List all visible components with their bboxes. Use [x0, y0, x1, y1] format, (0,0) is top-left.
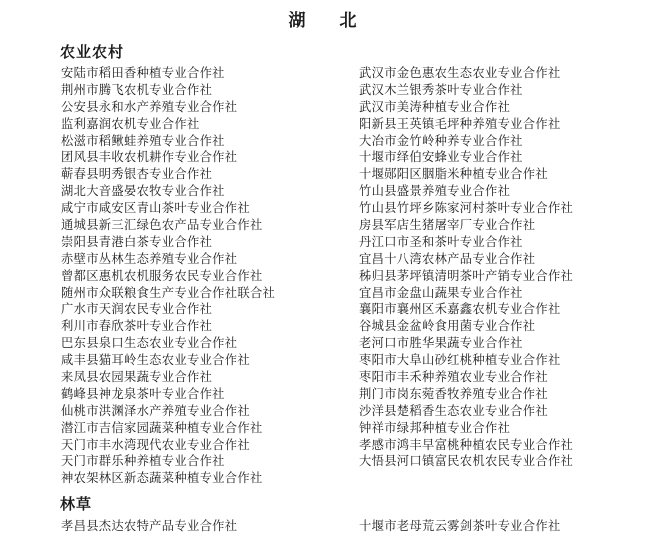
page-title: 湖 北 [288, 11, 371, 31]
list-item: 孝感市鸿丰早富桃种植农民专业合作社 [359, 437, 574, 452]
list-item: 老河口市胜华果蔬专业合作社 [359, 336, 523, 351]
list-item: 咸丰县猫耳岭生态农业专业合作社 [61, 353, 250, 368]
list-item: 大悟县河口镇富民农机农民专业合作社 [359, 454, 574, 469]
list-item: 十堰市老母荒云雾剑茶叶专业合作社 [359, 519, 561, 533]
list-item: 利川市春欣茶叶专业合作社 [61, 319, 213, 334]
list-item: 监利嘉润农机专业合作社 [61, 116, 200, 131]
list-item: 蕲春县明秀银杏专业合作社 [61, 167, 213, 182]
list-item: 竹山县盛景养殖专业合作社 [359, 184, 511, 199]
list-item: 鹤峰县神龙泉茶叶专业合作社 [61, 386, 225, 401]
list-item: 房县军店生猪屠宰厂专业合作社 [359, 218, 536, 233]
list-item: 钟祥市绿邦种植专业合作社 [359, 420, 511, 435]
list-item: 荆州市腾飞农机专业合作社 [61, 82, 213, 97]
list-item: 十堰市绎伯安蜂业专业合作社 [359, 150, 523, 165]
agriculture-right-list [359, 65, 645, 470]
list-item: 赤壁市丛林生态养殖专业合作社 [61, 251, 238, 266]
list-item: 神农架林区新态蔬菜种植专业合作社 [61, 471, 263, 486]
list-item: 宜昌十八湾农林产品专业合作社 [359, 251, 536, 266]
list-item: 巴东县泉口生态农业专业合作社 [61, 336, 238, 351]
list-item: 潜江市吉信家园蔬菜种植专业合作社 [61, 420, 263, 435]
list-item: 秭归县茅坪镇清明茶叶产销专业合作社 [359, 268, 574, 283]
forestry-right-list [359, 518, 645, 535]
list-item: 崇阳县青港白茶专业合作社 [61, 234, 213, 249]
list-item: 丹江口市圣和茶叶专业合作社 [359, 234, 523, 249]
list-item: 谷城县金盆岭食用菌专业合作社 [359, 319, 536, 334]
list-item: 曾都区惠机农机服务农民专业合作社 [61, 268, 263, 283]
list-item: 公安县永和水产养殖专业合作社 [61, 99, 238, 114]
list-item: 武汉木兰银秀茶叶专业合作社 [359, 82, 523, 97]
list-item: 团风县丰收农机耕作专业合作社 [61, 150, 238, 165]
list-item: 仙桃市洪渊泽水产养殖专业合作社 [61, 403, 250, 418]
list-item: 武汉市金色惠农生态农业专业合作社 [359, 66, 561, 80]
agriculture-left-list [61, 65, 351, 487]
list-item: 天门市丰水湾现代农业专业合作社 [61, 437, 250, 452]
list-item: 通城县新三汇绿色农产品专业合作社 [61, 218, 263, 233]
forestry-left-list [61, 518, 351, 535]
section-title-agriculture: 农业农村 [60, 43, 125, 61]
list-item: 宜昌市金盘山蔬果专业合作社 [359, 285, 523, 300]
list-item: 襄阳市襄州区禾嘉鑫农机专业合作社 [359, 302, 561, 317]
list-item: 广水市天润农民专业合作社 [61, 302, 213, 317]
list-item: 阳新县王英镇毛坪种养殖专业合作社 [359, 116, 561, 131]
list-item: 咸宁市咸安区青山茶叶专业合作社 [61, 201, 250, 216]
list-item: 十堰郧阳区胭脂米种植专业合作社 [359, 167, 548, 182]
list-item: 天门市群乐种养植专业合作社 [61, 454, 225, 469]
list-item: 荆门市岗东菀香牧养殖专业合作社 [359, 386, 548, 401]
list-item: 来凤县农园果蔬专业合作社 [61, 370, 213, 385]
list-item: 大冶市金竹岭种养专业合作社 [359, 133, 523, 148]
list-item: 松滋市稻鳅蛙养殖专业合作社 [61, 133, 225, 148]
list-item: 随州市众联粮食生产专业合作社联合社 [61, 285, 276, 300]
list-item: 安陆市稻田香种植专业合作社 [61, 66, 225, 80]
list-item: 孝昌县杰达农特产品专业合作社 [61, 519, 238, 533]
list-item: 湖北大音盛晏农牧专业合作社 [61, 184, 225, 199]
list-item: 枣阳市丰禾种养殖农业专业合作社 [359, 370, 548, 385]
section-title-forestry: 林草 [60, 495, 93, 513]
list-item: 武汉市美涛种植专业合作社 [359, 99, 511, 114]
list-item: 枣阳市大阜山砂红桃种植专业合作社 [359, 353, 561, 368]
list-item: 沙洋县楚稻香生态农业专业合作社 [359, 403, 548, 418]
list-item: 竹山县竹坪乡陈家河村茶叶专业合作社 [359, 201, 574, 216]
